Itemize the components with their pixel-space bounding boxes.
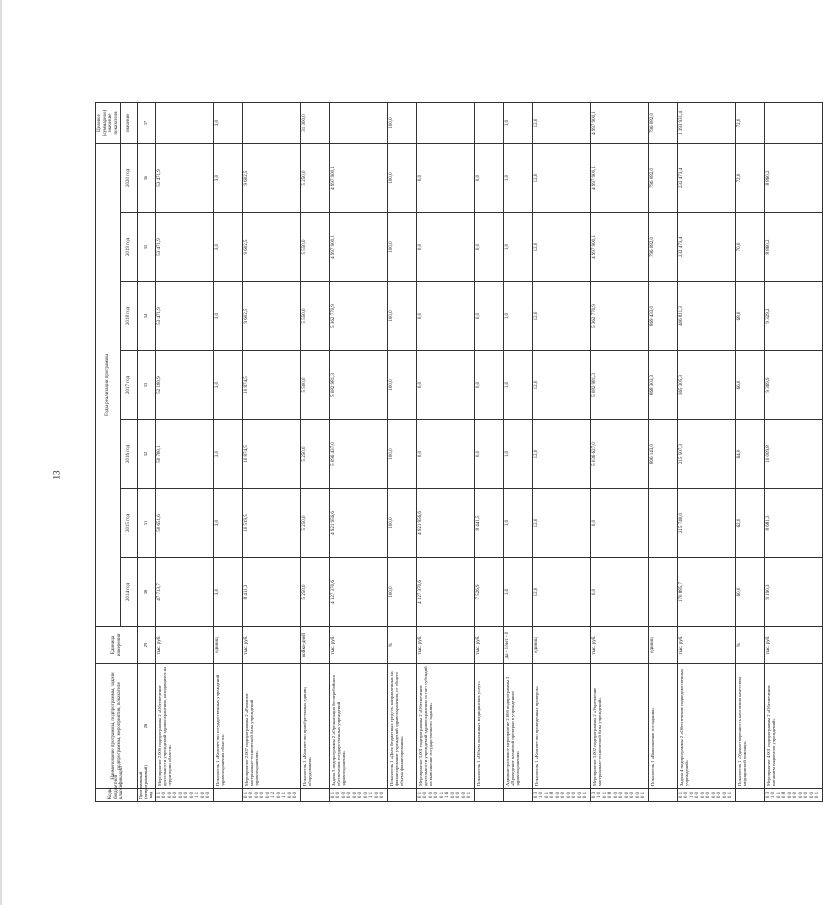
row-value: 0,0 (590, 558, 648, 627)
header-final: Целевое (суммарное) значение показателя (96, 103, 121, 144)
row-value: 8 411,3 (242, 558, 300, 627)
row-value: 5 096 437,0 (329, 420, 387, 489)
row-value: 12,0 (532, 213, 590, 282)
row-name: Показатель 1 «Количество проведенных проверок» (532, 664, 590, 789)
row-code: 0 1 0 0 0 0 0 0 0 1 1 6 0 0 0 0 0 0 0 1 (416, 789, 474, 802)
row-final: 31 300,0 (300, 103, 329, 144)
row-value: 8 860,2 (764, 144, 822, 213)
row-value: 796 082,0 (648, 144, 677, 213)
col-index: 28 (138, 664, 156, 789)
row-value: 3,0 (213, 213, 242, 282)
row-unit: % (387, 627, 416, 664)
row-value: 0,0 (474, 420, 503, 489)
row-final: 4 997 900,1 (590, 103, 648, 144)
row-value: 0,0 (474, 351, 503, 420)
row-unit: тыс. руб. (242, 627, 300, 664)
row-unit: тыс. руб. (474, 627, 503, 664)
col-index: 30 (138, 558, 156, 627)
row-value: 7 526,9 (474, 558, 503, 627)
row-value: 9 329,2 (764, 282, 822, 351)
row-value: 8 860,2 (764, 213, 822, 282)
row-value: 52 180,9 (155, 351, 213, 420)
row-value (648, 489, 677, 558)
row-value: 5 550,0 (300, 213, 329, 282)
row-value: 0,0 (474, 213, 503, 282)
row-value: 1,0 (503, 351, 532, 420)
table-row (474, 103, 503, 802)
table-body (155, 103, 822, 802)
row-final: 3,0 (213, 103, 242, 144)
row-value: 0,0 (474, 144, 503, 213)
row-value: 5 082 981,3 (590, 351, 648, 420)
row-unit: тыс. руб. (416, 627, 474, 664)
table-row (532, 103, 590, 802)
row-value: 3,0 (213, 282, 242, 351)
header-year: 2018 год (121, 282, 138, 351)
row-code (300, 789, 329, 802)
row-name: Показатель 1 «Выполнение госзадания» (648, 664, 677, 789)
row-code: 0 3 1 0 0 1 0 8 0 0 0 0 0 0 0 0 0 0 0 1 (532, 789, 590, 802)
row-name: Задача 4 подпрограммы 2 «Обеспечение подведомственных учреждений» (677, 664, 735, 789)
table-row (735, 103, 764, 802)
row-value: 1,0 (503, 558, 532, 627)
table-row (155, 103, 213, 802)
row-value: 5 250,0 (300, 144, 329, 213)
row-unit: тыс. руб. (764, 627, 822, 664)
row-value: 5 250,0 (300, 489, 329, 558)
row-name: Показатель 1 «Количество приобретенных единиц оборудования» (300, 664, 329, 789)
row-value: 5 362 770,9 (590, 282, 648, 351)
row-value: 100,0 (387, 558, 416, 627)
col-index: 35 (138, 213, 156, 282)
page-number: 13 (51, 470, 62, 480)
row-value: 64,0 (735, 420, 764, 489)
row-value: 0,0 (590, 489, 648, 558)
row-value: 4 127 370,6 (329, 558, 387, 627)
row-code (648, 789, 677, 802)
row-value: 0,0 (474, 282, 503, 351)
header-name: Наименование программы, подпрограммы, задачи подпрограммы, мероприятия, показателя (96, 664, 138, 789)
row-value: 9 602,5 (242, 282, 300, 351)
row-value: 9 369,9 (764, 351, 822, 420)
row-name: Мероприятие 4.001 подпрограммы 2 «Обеспечение питанием пациентов учреждений» (764, 664, 822, 789)
row-unit: тыс. руб. (677, 627, 735, 664)
col-index: 32 (138, 420, 156, 489)
row-value: 1,0 (503, 282, 532, 351)
header-year: 2015 год (121, 489, 138, 558)
row-value (648, 558, 677, 627)
row-final (329, 103, 387, 144)
row-name: Административное мероприятие 2.008 подпрограммы 2 «Проведение плановой проверки в учреждениях здравоохранения» (503, 664, 532, 789)
row-value: 3,0 (213, 144, 242, 213)
header-year: 2017 год (121, 351, 138, 420)
header-classification: Коды бюджетной классификации (96, 789, 138, 802)
table-row (329, 103, 387, 802)
header-year: 2019 год (121, 213, 138, 282)
header-year: 2016 год (121, 420, 138, 489)
scan-edge (0, 0, 2, 905)
row-value: 0,0 (416, 282, 474, 351)
row-value: 10 519,5 (242, 489, 300, 558)
row-value: 3,0 (213, 558, 242, 627)
row-value: 60,0 (735, 558, 764, 627)
row-unit: койко-дней (300, 627, 329, 664)
row-unit: % (735, 627, 764, 664)
row-value: 5 550,0 (300, 282, 329, 351)
table-row (590, 103, 648, 802)
row-code (213, 789, 242, 802)
table-row (213, 103, 242, 802)
row-value: 53 471,9 (155, 213, 213, 282)
rotated-table-sheet (95, 102, 821, 802)
row-value: 1,0 (503, 420, 532, 489)
row-value: 12,0 (532, 489, 590, 558)
row-value: 8 681,3 (764, 489, 822, 558)
header-final-sub: значение (121, 103, 138, 144)
row-value: 100,0 (387, 144, 416, 213)
row-value: 0,0 (416, 420, 474, 489)
row-value: 4 127 370,6 (416, 558, 474, 627)
row-value: 100,0 (387, 420, 416, 489)
header-year: 2014 год (121, 558, 138, 627)
col-index: 37 (138, 103, 156, 144)
row-name: Показатель 1 «Удовлетворенность населения качеством медицинской помощи» (735, 664, 764, 789)
row-value: 215 507,3 (677, 420, 735, 489)
row-value: 4 997 900,1 (329, 144, 387, 213)
row-value: 100,0 (387, 489, 416, 558)
row-value: 5 362 770,9 (329, 282, 387, 351)
row-value: 5 082 981,3 (329, 351, 387, 420)
row-value: 12,0 (532, 351, 590, 420)
row-value: 4 997 900,1 (590, 144, 648, 213)
row-final (155, 103, 213, 144)
col-index: Программный (непрограммный) код (138, 789, 156, 802)
row-value: 70,0 (735, 213, 764, 282)
row-unit: тыс. руб. (590, 627, 648, 664)
row-code: 0 3 1 0 0 1 0 8 0 0 0 0 0 0 0 0 0 0 0 1 (764, 789, 822, 802)
row-value: 5 250,0 (300, 558, 329, 627)
row-code (503, 789, 532, 802)
row-value: 50 780,1 (155, 420, 213, 489)
row-code: 0 1 0 0 0 0 0 0 0 0 1 2 0 0 1 1 0 0 0 0 (242, 789, 300, 802)
row-value: 4 997 900,1 (590, 213, 648, 282)
row-value: 806 143,0 (648, 420, 677, 489)
row-value: 53 471,9 (155, 282, 213, 351)
row-value: 12,0 (532, 420, 590, 489)
header-unit: Единица измерения (96, 627, 138, 664)
row-code (735, 789, 764, 802)
row-value: 47 713,7 (155, 558, 213, 627)
row-value: 12,0 (532, 282, 590, 351)
table-row (648, 103, 677, 802)
row-name: Мероприятие 3.002 подпрограммы 2 «Укрепление материально-технической базы учреждений» (590, 664, 648, 789)
row-value: 66,0 (735, 351, 764, 420)
row-value: 72,0 (735, 144, 764, 213)
row-value: 68,0 (735, 282, 764, 351)
row-code (387, 789, 416, 802)
row-value: 1,0 (503, 144, 532, 213)
row-unit: да - 1/нет - 0 (503, 627, 532, 664)
table-row (242, 103, 300, 802)
header-period: Годы реализации программы (96, 144, 121, 627)
row-unit: единиц (532, 627, 590, 664)
row-value: 8 441,5 (474, 489, 503, 558)
row-value: 0,0 (416, 144, 474, 213)
row-value: 9 602,5 (242, 144, 300, 213)
table-row (387, 103, 416, 802)
row-value: 215 740,0 (677, 489, 735, 558)
row-final: 1 393 931,4 (677, 103, 735, 144)
row-value: 232 473,4 (677, 144, 735, 213)
row-value: 1,0 (503, 489, 532, 558)
row-value: 5 036 627,0 (590, 420, 648, 489)
row-value: 365 305,3 (677, 351, 735, 420)
col-index: 31 (138, 489, 156, 558)
row-value: 5 250,0 (300, 420, 329, 489)
row-final (242, 103, 300, 144)
row-unit: тыс. руб. (329, 627, 387, 664)
row-name: Показатель 1 «Объем оказанных медицинских услуг» (474, 664, 503, 789)
row-value: 3,0 (213, 420, 242, 489)
col-index: 33 (138, 351, 156, 420)
row-value: 62,0 (735, 489, 764, 558)
row-value: 4 921 956,6 (329, 489, 387, 558)
row-name: Мероприятие 2.006 подпрограммы 2 «Обеспечение деятельности учреждений здравоохранения, находящихся на территории области» (155, 664, 213, 789)
row-value: 0,0 (416, 351, 474, 420)
row-value: 1,0 (503, 213, 532, 282)
table-row (677, 103, 735, 802)
row-value: 170 885,7 (677, 558, 735, 627)
table-row (764, 103, 822, 802)
row-unit: тыс. руб. (155, 627, 213, 664)
row-final: 796 082,0 (648, 103, 677, 144)
row-value: 100,0 (387, 213, 416, 282)
row-code (474, 789, 503, 802)
table-row (416, 103, 474, 802)
row-value: 869 433,0 (648, 282, 677, 351)
row-value: 100,0 (387, 282, 416, 351)
row-value: 10 874,5 (242, 351, 300, 420)
row-name: Мероприятие 2.007 подпрограммы 2 «Развитие материально-технической базы учреждений здравоохранения» (242, 664, 300, 789)
row-code: 0 3 1 0 0 1 0 8 0 0 0 0 0 0 0 0 0 0 0 1 (590, 789, 648, 802)
row-value: 9 602,5 (242, 213, 300, 282)
col-index: 34 (138, 282, 156, 351)
row-name: Показатель 1 «Количество государственных учреждений здравоохранения области» (213, 664, 242, 789)
row-value: 100,0 (387, 351, 416, 420)
row-value: 4 921 956,6 (416, 489, 474, 558)
row-value: 3,0 (213, 489, 242, 558)
row-value: 12,0 (532, 558, 590, 627)
row-value: 50 651,6 (155, 489, 213, 558)
row-final: 100,0 (387, 103, 416, 144)
col-index: 36 (138, 144, 156, 213)
row-code: 0 1 0 0 1 0 0 0 0 0 0 0 0 0 0 0 0 0 0 1 (677, 789, 735, 802)
row-name: Задача 3 подпрограммы 2 «Организация бесперебойного обеспечения государственных учреждений здравоохранения» (329, 664, 387, 789)
row-value: 12,0 (532, 144, 590, 213)
row-final: 1,0 (503, 103, 532, 144)
table-row (503, 103, 532, 802)
row-value: 3,0 (213, 351, 242, 420)
program-table (95, 102, 823, 802)
table-row (300, 103, 329, 802)
row-final: 12,0 (532, 103, 590, 144)
row-name: Показатель 1 «Доля бюджетных средств, направленных на финансирование учреждений здравоохранения, от общего объема финансирования» (387, 664, 416, 789)
row-value: 232 473,4 (677, 213, 735, 282)
row-value: 10 874,5 (242, 420, 300, 489)
row-value: 10 009,8 (764, 420, 822, 489)
row-code: 0 1 0 0 0 0 0 0 0 0 0 0 0 0 1 1 0 0 0 0 (155, 789, 213, 802)
row-value: 796 082,0 (648, 213, 677, 282)
row-name: Мероприятие 3.001 подпрограммы 2 «Обеспечение деятельности учреждений здравоохранения за счет субсидий на выполнение государственного задания» (416, 664, 474, 789)
row-unit: единиц (648, 627, 677, 664)
row-value: 406 811,3 (677, 282, 735, 351)
header-year: 2020 год (121, 144, 138, 213)
row-code: 0 1 0 0 0 0 0 0 0 0 0 0 0 0 1 1 0 0 0 0 (329, 789, 387, 802)
row-final (764, 103, 822, 144)
row-final (474, 103, 503, 144)
col-index: 29 (138, 627, 156, 664)
row-value: 5 500,0 (300, 351, 329, 420)
row-value: 9 190,3 (764, 558, 822, 627)
row-value: 868 303,3 (648, 351, 677, 420)
row-final (416, 103, 474, 144)
row-final: 72,0 (735, 103, 764, 144)
row-value: 53 471,9 (155, 144, 213, 213)
row-value: 0,0 (416, 213, 474, 282)
row-value: 4 997 900,1 (329, 213, 387, 282)
row-unit: единиц (213, 627, 242, 664)
